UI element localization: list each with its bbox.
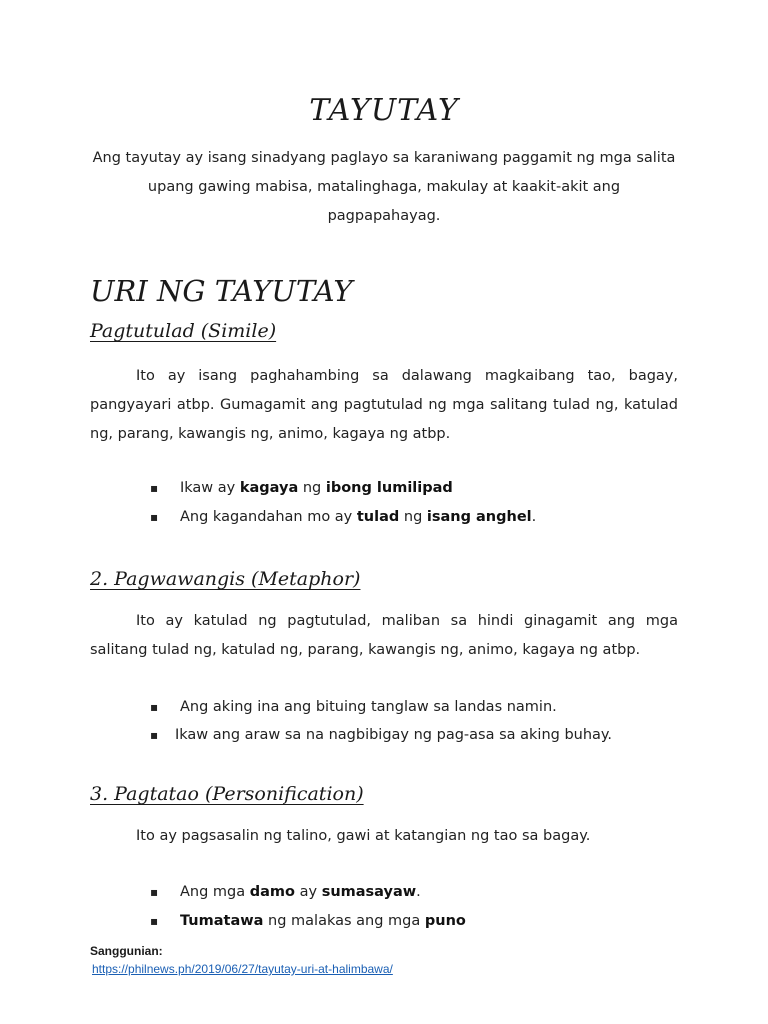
list-item: ▪ Ang mga damo ay sumasayaw. xyxy=(150,884,421,900)
bullet-icon: ▪ xyxy=(150,510,159,524)
types-heading: URI NG TAYUTAY xyxy=(90,274,353,308)
paragraph-simile-text: Ito ay isang paghahambing sa dalawang magkaibang tao, bagay, pangyayari atbp. Gumagamit ang pagtutulad ng mga salitang tulad ng, katulad ng, parang, kawangis ng, animo, kagaya ng atbp. xyxy=(90,368,678,442)
document-title: TAYUTAY xyxy=(309,93,459,128)
list-item: ▪ Ang kagandahan mo ay tulad ng isang anghel. xyxy=(150,509,537,525)
paragraph-metaphor-text: Ito ay katulad ng pagtutulad, maliban sa hindi ginagamit ang mga salitang tulad ng, katulad ng, parang, kawangis ng, animo, kagaya ng atbp. xyxy=(90,613,678,658)
reference-label: Sanggunian: xyxy=(90,944,163,958)
bullet-icon: ▪ xyxy=(150,481,159,495)
intro-paragraph: Ang tayutay ay isang sinadyang paglayo sa karaniwang paggamit ng mga salita upang gawing mabisa, matalinghaga, makulay at kaakit-akit ang pagpapahayag. xyxy=(92,150,676,224)
paragraph-personification xyxy=(90,822,678,851)
list-item: ▪ Ikaw ay kagaya ng ibong lumilipad xyxy=(150,480,453,496)
bullet-icon: ▪ xyxy=(150,700,159,714)
section-heading-personification: 3. Pagtatao (Personification) xyxy=(90,783,364,805)
paragraph-metaphor xyxy=(90,607,678,665)
paragraph-simile xyxy=(90,362,678,449)
paragraph-personification-text: Ito ay pagsasalin ng talino, gawi at katangian ng tao sa bagay. xyxy=(136,828,591,844)
section-heading-simile: Pagtutulad (Simile) xyxy=(90,320,277,342)
bullet-icon: ▪ xyxy=(150,914,159,928)
section-heading-metaphor: 2. Pagwawangis (Metaphor) xyxy=(90,568,361,590)
bullet-icon: ▪ xyxy=(150,728,159,742)
list-item: ▪ Tumatawa ng malakas ang mga puno xyxy=(150,913,466,929)
reference-link[interactable]: https://philnews.ph/2019/06/27/tayutay-uri-at-halimbawa/ xyxy=(92,962,393,976)
list-item: ▪ Ang aking ina ang bituing tanglaw sa landas namin. xyxy=(150,699,557,715)
list-item: ▪ Ikaw ang araw sa na nagbibigay ng pag-asa sa aking buhay. xyxy=(150,727,613,743)
bullet-icon: ▪ xyxy=(150,885,159,899)
